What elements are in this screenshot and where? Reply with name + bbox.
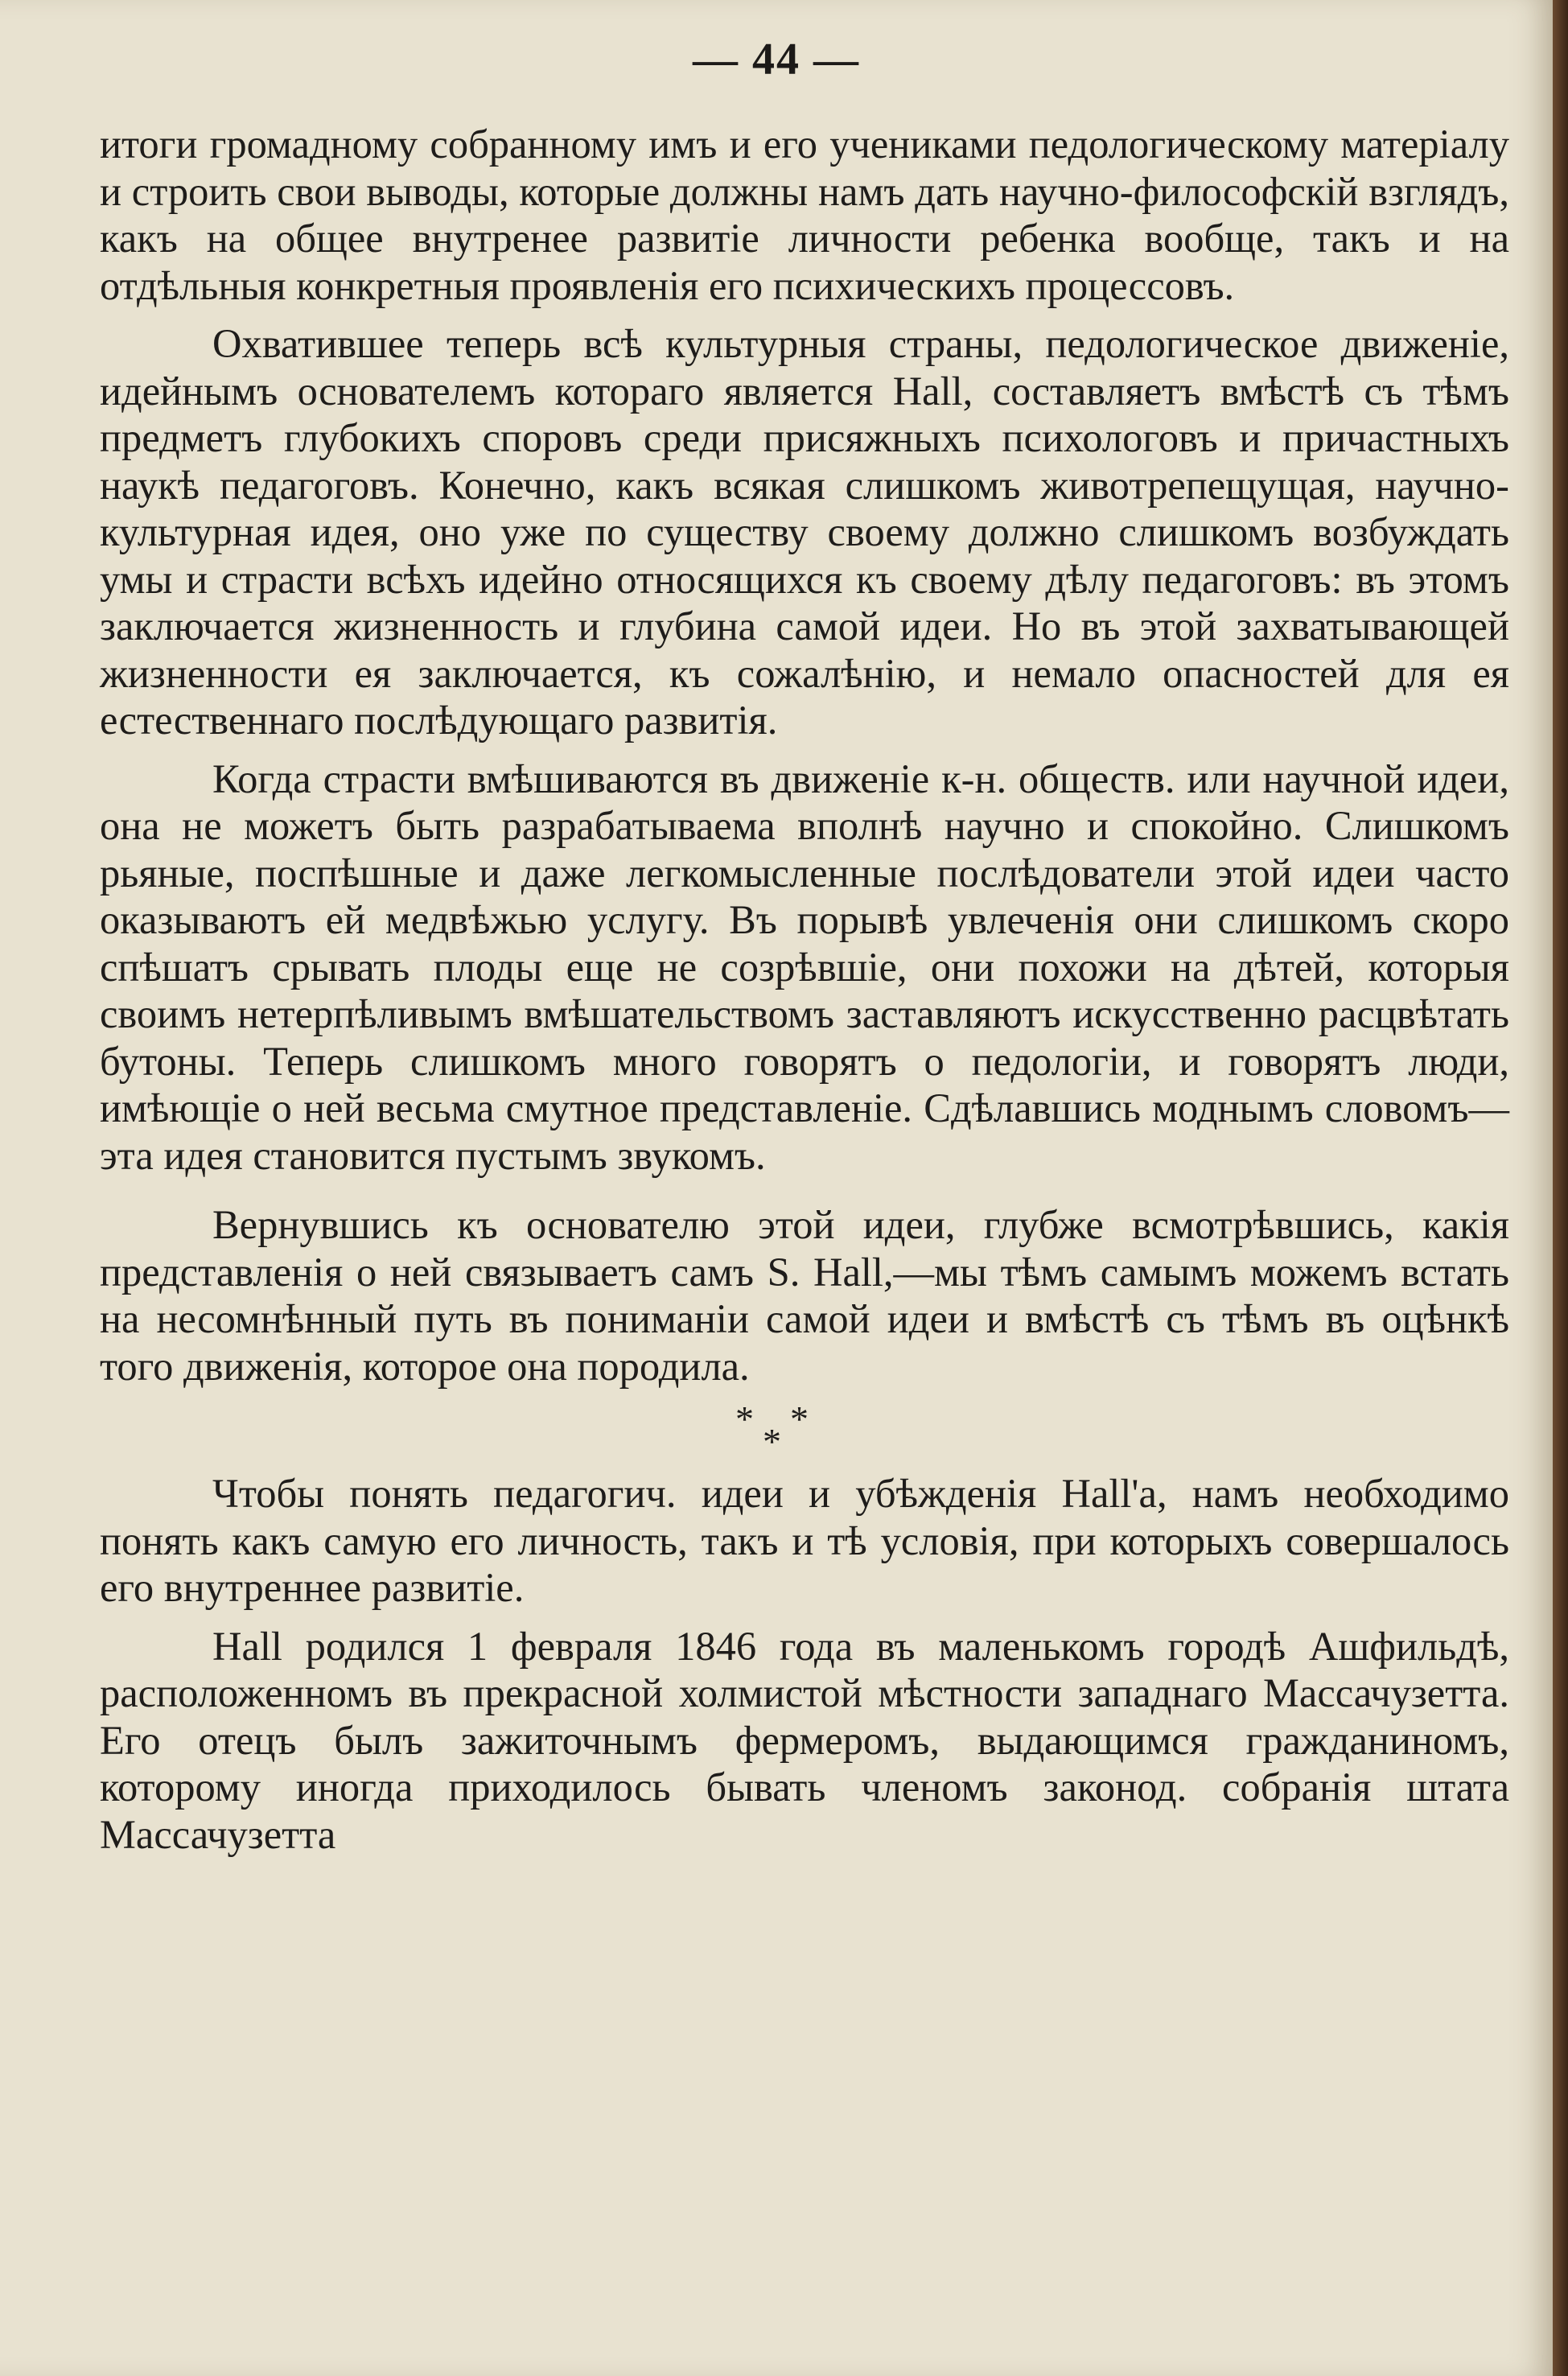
asterism-star: *	[790, 1398, 809, 1439]
paragraph-3: Когда страсти вмѣшиваются въ движеніе к-н. обществ. или научной идеи, она не можетъ быть разрабатываема вполнѣ научно и спокойно. Слишкомъ рьяные, поспѣшные и даже легкомысленные послѣдователи этой идеи часто оказываютъ ей медвѣжью услугу. Въ порывѣ увлеченія они слишкомъ скоро спѣшатъ срывать плоды еще не созрѣвшіе, они похожи на дѣтей, которыя своимъ нетерпѣливымъ вмѣшательствомъ заставляютъ искусственно расцвѣтать бутоны. Теперь слишкомъ много говорятъ о педологіи, и говорятъ люди, имѣющіе о ней весьма смутное представленіе. Сдѣлавшись моднымъ словомъ—эта идея становится пустымъ звукомъ.	[100, 756, 1509, 1178]
asterism-star: *	[735, 1398, 754, 1439]
book-spine-shadow	[1553, 0, 1568, 2376]
asterism-divider	[100, 1390, 1509, 1470]
paragraph-1: итоги громадному собранному имъ и его учениками педологическому матеріалу и строить свои выводы, которые должны намъ дать научно-философскій взглядъ, какъ на общее внутренее развитіе личности ребенка вообще, такъ и на отдѣльныя конкретныя проявленія его психическихъ процессовъ.	[100, 121, 1509, 308]
paragraph-6: Hall родился 1 февраля 1846 года въ маленькомъ городѣ Ашфильдѣ, расположенномъ въ прекрасной холмистой мѣстности западнаго Массачузетта. Его отецъ былъ зажиточнымъ фермеромъ, выдающимся гражданиномъ, которому иногда приходилось бывать членомъ законод. собранія штата Массачузетта	[100, 1623, 1509, 1857]
paragraph-4: Вернувшись къ основателю этой идеи, глубже всмотрѣвшись, какія представленія о ней связываетъ самъ S. Hall,—мы тѣмъ самымъ можемъ встать на несомнѣнный путь въ пониманіи самой идеи и вмѣстѣ съ тѣмъ въ оцѣнкѣ того движенія, которое она породила.	[100, 1202, 1509, 1389]
body-text	[100, 121, 1509, 1858]
paragraph-5: Чтобы понять педагогич. идеи и убѣжденія Hall'а, намъ необходимо понять какъ самую его личность, такъ и тѣ условія, при которыхъ совершалось его внутреннее развитіе.	[100, 1471, 1509, 1610]
page-number: — 44 —	[693, 35, 860, 84]
paragraph-2: Охватившее теперь всѣ культурныя страны, педологическое движеніе, идейнымъ основателемъ котораго является Hall, составляетъ вмѣстѣ съ тѣмъ предметъ глубокихъ споровъ среди присяжныхъ психологовъ и причастныхъ наукѣ педагоговъ. Конечно, какъ всякая слишкомъ животрепещущая, научно-культурная идея, оно уже по существу своему должно слишкомъ возбуждать умы и страсти всѣхъ идейно относящихся къ своему дѣлу педагоговъ: въ этомъ заключается жизненность и глубина самой идеи. Но въ этой захватывающей жизненности ея заключается, къ сожалѣнію, и немало опасностей для ея естественнаго послѣдующаго развитія.	[100, 321, 1509, 743]
asterism-star: *	[763, 1421, 781, 1462]
